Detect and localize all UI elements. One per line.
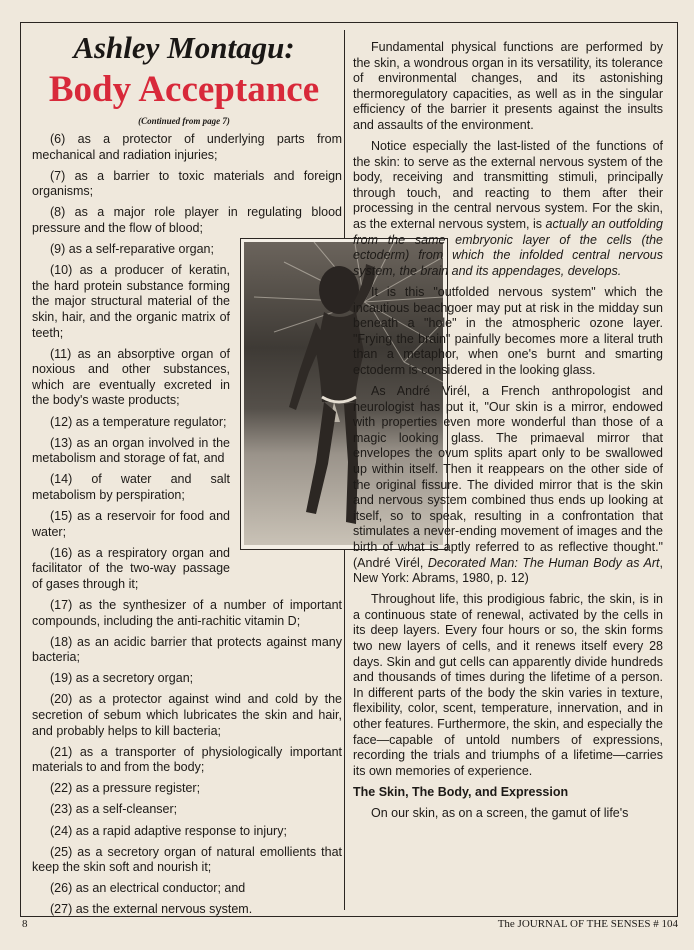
- list-item: (21) as a transporter of physiologically important materials to and from the body;: [32, 744, 342, 775]
- list-item: (8) as a major role player in regulating blood pressure and the flow of blood;: [32, 205, 342, 235]
- continued-note: (Continued from page 7): [138, 116, 230, 126]
- list-item: (6) as a protector of underlying parts from mechanical and radiation injuries;: [32, 132, 342, 162]
- list-item: (25) as a secretory organ of natural emollients that keep the skin soft and nourish it;: [32, 844, 342, 875]
- paragraph: [353, 384, 663, 587]
- right-column: [353, 40, 663, 827]
- paragraph-text: As André Virél, a French anthropologist and neurologist has put it, "Our skin is a mirror, endowed with properties even more wonderful than those of a magic looking glass. The primaeval mirror that envelopes the ovum splits apart only to be swallowed up within itself. Then it reappears on the other side of the original fissure. The divided mirror that is the skin and nervous system combined thus ends up looking at itself, so to speak, resulting in a confrontation that stimulates a never-ending movement of images and the birth of what is aptly referred to as reflective thought." (André Virél,: [353, 383, 663, 570]
- author-heading: Ashley Montagu:: [73, 30, 295, 65]
- paragraph: [353, 139, 663, 279]
- paragraph-text: Notice especially the last-listed of the functions of the skin: to serve as the external nervous system of the body, receiving and transmitting stimuli, principally through touch, and reacting to them after their processing in the central nervous system. For the skin, as the external nervous system, is: [353, 139, 663, 232]
- list-item: (15) as a reservoir for food and water;: [32, 508, 230, 539]
- paragraph: It is this "outfolded nervous system" which the incautious beachgoer may put at risk in the midday sun beneath a "hole" in the atmospheric ozone layer. "Frying the brain" painfully becomes more a literal truth than a metaphor, when one's burnt and smarting ectoderm is considered in the looking glass.: [353, 284, 663, 377]
- page-number: 8: [22, 918, 28, 930]
- journal-footer: The JOURNAL OF THE SENSES # 104: [497, 918, 678, 930]
- list-item: (20) as a protector against wind and cold by the secretion of sebum which lubricates the skin and hair, and probably helps to kill bacteria;: [32, 692, 342, 738]
- list-item: (14) of water and salt metabolism by perspiration;: [32, 472, 230, 502]
- list-item: (27) as the external nervous system.: [50, 902, 253, 917]
- list-item: (22) as a pressure register;: [50, 781, 201, 796]
- list-item: (10) as a producer of keratin, the hard protein substance forming the major structural material of the skin, hair, and the organic matrix of teeth;: [32, 263, 230, 340]
- list-item: (18) as an acidic barrier that protects against many bacteria;: [32, 634, 342, 665]
- list-item: (26) as an electrical conductor; and: [50, 881, 246, 896]
- list-item: (23) as a self-cleanser;: [50, 802, 178, 817]
- list-item: (11) as an absorptive organ of noxious and other substances, which are eventually excreted in the body's waste products;: [32, 346, 230, 408]
- list-item: (9) as a self-reparative organ;: [50, 242, 214, 257]
- article-title: Body Acceptance: [48, 69, 320, 110]
- subheading: The Skin, The Body, and Expression: [353, 784, 569, 799]
- paragraph: On our skin, as on a screen, the gamut of life's: [371, 805, 629, 820]
- list-item: (7) as a barrier to toxic materials and foreign organisms;: [32, 168, 342, 199]
- list-item: (16) as a respiratory organ and facilitator of the two-way passage of gases through it;: [32, 545, 230, 591]
- italic-text: actually an outfolding from the same embryonic layer of the cells (the ectoderm) from which the infolded central nervous system, the brain and its appendages, develops.: [353, 217, 663, 278]
- list-item: (13) as an organ involved in the metabolism and storage of fat, and: [32, 435, 230, 466]
- paragraph: Fundamental physical functions are performed by the skin, a wondrous organ in its versatility, its tolerance of environmental changes, and its astonishing thermoregulatory capacities, as well as in the singular efficiency of the barrier it presents against the insults and assaults of the environment.: [353, 40, 663, 132]
- paragraph: Throughout life, this prodigious fabric, the skin, is in a continuous state of renewal, activated by the cells in its deep layers. Every four hours or so, the skin forms two new layers of cells, and it renews itself every 28 days. Skin and gut cells can apparently divide hundreds and thousands of times during the lifetime of a person. In different parts of the body the skin varies in texture, flexibility, color, scent, temperature, innervation, and in other features. Furthermore, the skin, and especially the face—capable of untold numbers of expressions, recording the trials and triumphs of a lifetime—carries its own memories of experience.: [353, 592, 663, 778]
- list-item: (12) as a temperature regulator;: [50, 414, 227, 429]
- list-item: (19) as a secretory organ;: [50, 671, 194, 686]
- paragraph-text: , New York: Abrams, 1980, p. 12): [353, 555, 664, 586]
- italic-citation: Decorated Man: The Human Body as Art: [427, 555, 660, 570]
- list-item: (24) as a rapid adaptive response to injury;: [50, 823, 287, 838]
- list-item: (17) as the synthesizer of a number of important compounds, including the anti-rachitic vitamin D;: [32, 597, 342, 628]
